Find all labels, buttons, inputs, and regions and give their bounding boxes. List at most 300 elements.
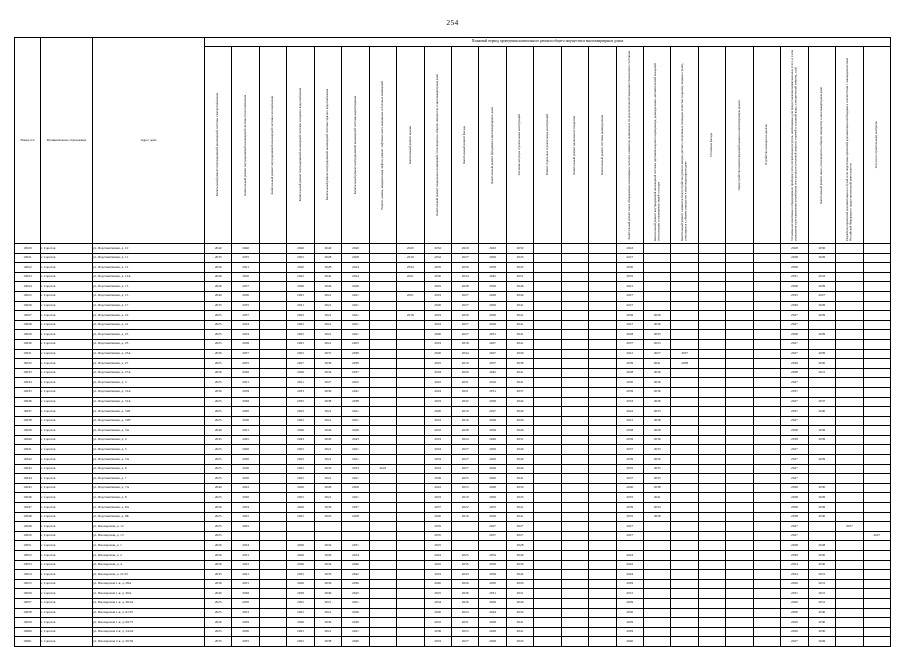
row-address: ул. Пионерская 1-я, д. 69/75 — [93, 618, 205, 628]
row-year-cell — [589, 637, 616, 647]
row-year-cell: 2034 — [781, 560, 808, 570]
row-year-cell — [259, 311, 286, 321]
row-year-cell — [836, 637, 863, 647]
row-year-cell: 2025 — [287, 608, 314, 618]
row-year-cell — [369, 253, 396, 263]
row-year-cell: 2021 — [314, 493, 341, 503]
row-year-cell: 2041 — [506, 368, 533, 378]
row-municipality: г. Саратов — [41, 512, 93, 522]
row-year-cell: 2021 — [314, 627, 341, 637]
row-year-cell — [561, 512, 588, 522]
row-municipality: г. Саратов — [41, 349, 93, 359]
row-year-cell: 2034 — [397, 263, 424, 273]
row-year-cell: 2044 — [616, 570, 643, 580]
row-year-cell — [726, 320, 753, 330]
row-year-cell: 2036 — [314, 579, 341, 589]
row-address: ул. Перспективная, д. 17 — [93, 301, 205, 311]
row-year-cell: 2026 — [205, 551, 232, 561]
row-year-cell: 2025 — [232, 522, 259, 532]
row-year-cell — [259, 598, 286, 608]
row-year-cell: 2043 — [616, 551, 643, 561]
row-year-cell — [369, 618, 396, 628]
row-number: 10037 — [15, 407, 41, 417]
row-number: 10025 — [15, 291, 41, 301]
row-year-cell — [561, 244, 588, 254]
header-municipality: Муниципальное образование — [41, 38, 93, 244]
row-year-cell — [259, 474, 286, 484]
row-year-cell: 2027 — [451, 455, 478, 465]
row-year-cell: 2025 — [287, 330, 314, 340]
row-year-cell — [671, 320, 698, 330]
row-year-cell — [698, 598, 725, 608]
row-year-cell — [726, 330, 753, 340]
row-year-cell: 2029 — [808, 455, 835, 465]
row-year-cell: 2027 — [506, 522, 533, 532]
row-municipality: г. Саратов — [41, 435, 93, 445]
row-year-cell: 2050 — [479, 560, 506, 570]
row-year-cell — [836, 618, 863, 628]
row-year-cell: 2035 — [205, 637, 232, 647]
row-year-cell: 2036 — [232, 339, 259, 349]
row-year-cell: 2030 — [644, 455, 671, 465]
table-row — [15, 244, 891, 254]
row-year-cell: 2027 — [479, 339, 506, 349]
row-year-cell: 2029 — [808, 282, 835, 292]
row-year-cell: 2035 — [232, 359, 259, 369]
row-year-cell: 2028 — [781, 244, 808, 254]
row-year-cell — [698, 627, 725, 637]
row-year-cell — [397, 531, 424, 541]
row-year-cell: 2029 — [479, 637, 506, 647]
row-year-cell: 2040 — [506, 445, 533, 455]
row-year-cell: 2022 — [342, 378, 369, 388]
row-year-cell — [726, 627, 753, 637]
row-year-cell: 2036 — [644, 378, 671, 388]
row-year-cell: 2025 — [205, 493, 232, 503]
row-address: ул. Перспективная, д. 31В — [93, 416, 205, 426]
row-year-cell: 2039 — [808, 435, 835, 445]
row-year-cell: 2039 — [314, 387, 341, 397]
table-row — [15, 493, 891, 503]
row-year-cell: 2021 — [314, 320, 341, 330]
row-year-cell — [863, 426, 891, 436]
row-year-cell: 2031 — [808, 570, 835, 580]
row-year-cell — [259, 272, 286, 282]
row-address: ул. Перспективная, д. 5А — [93, 455, 205, 465]
row-year-cell — [671, 551, 698, 561]
row-year-cell: 2019 — [451, 512, 478, 522]
row-year-cell: 2026 — [451, 263, 478, 273]
row-year-cell: 2031 — [479, 387, 506, 397]
row-year-cell: 2025 — [287, 627, 314, 637]
row-year-cell — [753, 339, 780, 349]
row-year-cell: 2026 — [287, 551, 314, 561]
row-year-cell: 2030 — [808, 627, 835, 637]
row-year-cell: 2021 — [342, 291, 369, 301]
row-year-cell: 2036 — [644, 397, 671, 407]
row-year-cell: 2031 — [808, 368, 835, 378]
row-year-cell: 2025 — [287, 253, 314, 263]
row-year-cell: 2030 — [808, 608, 835, 618]
row-year-cell — [753, 253, 780, 263]
row-year-cell: 2037 — [506, 387, 533, 397]
row-year-cell: 2025 — [287, 637, 314, 647]
row-year-cell — [726, 522, 753, 532]
row-year-cell — [369, 339, 396, 349]
row-year-cell: 2027 — [451, 320, 478, 330]
row-year-cell — [259, 493, 286, 503]
row-year-cell — [561, 378, 588, 388]
row-year-cell — [863, 579, 891, 589]
row-year-cell: 2036 — [644, 368, 671, 378]
row-year-cell — [534, 320, 561, 330]
row-municipality: г. Саратов — [41, 397, 93, 407]
row-year-cell: 2030 — [808, 244, 835, 254]
row-municipality: г. Саратов — [41, 320, 93, 330]
row-year-cell: 2039 — [232, 387, 259, 397]
row-year-cell: 2028 — [479, 618, 506, 628]
row-year-cell: 2026 — [205, 282, 232, 292]
table-row — [15, 483, 891, 493]
row-year-cell: 2034 — [424, 445, 451, 455]
row-year-cell: 2028 — [342, 512, 369, 522]
row-year-cell — [753, 311, 780, 321]
row-year-cell: 2028 — [781, 330, 808, 340]
row-year-cell — [561, 407, 588, 417]
row-year-cell: 2030 — [232, 598, 259, 608]
row-year-cell: 2021 — [342, 416, 369, 426]
row-year-cell: 2039 — [506, 560, 533, 570]
header-work-0 — [205, 47, 232, 244]
row-municipality: г. Саратов — [41, 244, 93, 254]
row-year-cell: 2029 — [479, 598, 506, 608]
row-year-cell — [397, 320, 424, 330]
row-address: ул. Перспективная, д. 12А — [93, 272, 205, 282]
header-work-label-2: Капитальный ремонт внутридомовой инженерной системы газоснабжения — [270, 95, 275, 195]
row-year-cell: 2029 — [479, 455, 506, 465]
row-year-cell — [589, 579, 616, 589]
row-year-cell — [836, 598, 863, 608]
row-year-cell: 2043 — [506, 637, 533, 647]
row-year-cell: 2037 — [616, 339, 643, 349]
row-year-cell — [451, 522, 478, 532]
row-year-cell — [534, 387, 561, 397]
row-municipality: г. Саратов — [41, 474, 93, 484]
row-year-cell: 2031 — [506, 589, 533, 599]
row-year-cell — [726, 464, 753, 474]
row-year-cell — [863, 407, 891, 417]
row-year-cell — [698, 330, 725, 340]
header-work-label-11: Усиление несущих строительных конструкций — [517, 114, 522, 176]
row-year-cell — [561, 531, 588, 541]
table-row — [15, 368, 891, 378]
row-year-cell — [534, 282, 561, 292]
row-year-cell — [863, 637, 891, 647]
row-address: ул. Перспективная, д. 13 — [93, 282, 205, 292]
row-year-cell: 2031 — [232, 579, 259, 589]
row-year-cell: 2040 — [616, 637, 643, 647]
row-year-cell — [753, 301, 780, 311]
row-year-cell — [753, 349, 780, 359]
row-year-cell — [561, 339, 588, 349]
row-year-cell: 2028 — [479, 483, 506, 493]
row-year-cell — [534, 570, 561, 580]
row-year-cell: 2025 — [287, 416, 314, 426]
row-year-cell — [589, 339, 616, 349]
row-year-cell — [589, 378, 616, 388]
row-year-cell — [836, 387, 863, 397]
row-year-cell: 2026 — [287, 579, 314, 589]
row-year-cell: 2025 — [287, 464, 314, 474]
row-year-cell: 2037 — [479, 531, 506, 541]
row-year-cell: 2051 — [506, 272, 533, 282]
row-year-cell: 2036 — [342, 579, 369, 589]
row-year-cell: 2029 — [479, 445, 506, 455]
row-year-cell: 2035 — [287, 570, 314, 580]
table-row — [15, 291, 891, 301]
row-year-cell: 2036 — [451, 589, 478, 599]
row-year-cell — [863, 541, 891, 551]
row-year-cell: 2030 — [232, 627, 259, 637]
row-municipality: г. Саратов — [41, 407, 93, 417]
row-year-cell: 2018 — [397, 311, 424, 321]
row-year-cell: 2020 — [397, 244, 424, 254]
row-year-cell: 2021 — [287, 301, 314, 311]
row-year-cell: 2035 — [479, 503, 506, 513]
row-year-cell — [397, 378, 424, 388]
row-year-cell — [698, 291, 725, 301]
row-year-cell: 2025 — [205, 522, 232, 532]
row-year-cell — [863, 339, 891, 349]
row-year-cell — [726, 637, 753, 647]
row-address: ул. Пионерская, д. 2 — [93, 551, 205, 561]
row-year-cell — [671, 301, 698, 311]
row-year-cell: 2026 — [451, 598, 478, 608]
header-work-23 — [836, 47, 863, 244]
row-year-cell — [397, 493, 424, 503]
row-year-cell — [671, 579, 698, 589]
row-year-cell: 2039 — [205, 387, 232, 397]
row-year-cell — [589, 474, 616, 484]
row-year-cell: 2035 — [781, 291, 808, 301]
row-year-cell — [698, 416, 725, 426]
row-year-cell — [836, 512, 863, 522]
row-year-cell — [753, 445, 780, 455]
row-year-cell — [561, 291, 588, 301]
row-year-cell — [534, 330, 561, 340]
row-year-cell — [863, 618, 891, 628]
row-year-cell — [671, 627, 698, 637]
row-year-cell: 2026 — [287, 426, 314, 436]
row-year-cell — [534, 589, 561, 599]
row-year-cell: 2039 — [616, 503, 643, 513]
row-year-cell: 2040 — [232, 244, 259, 254]
row-year-cell — [534, 263, 561, 273]
header-work-label-13: Капитальный ремонт кровельного покрытия — [572, 115, 577, 175]
row-year-cell: 2036 — [205, 579, 232, 589]
row-year-cell — [698, 618, 725, 628]
row-year-cell — [369, 426, 396, 436]
row-year-cell: 2034 — [644, 503, 671, 513]
row-year-cell: 2020 — [424, 349, 451, 359]
row-address: ул. Перспективная, д. 3А — [93, 426, 205, 436]
row-year-cell — [671, 445, 698, 455]
row-year-cell: 2039 — [479, 426, 506, 436]
row-year-cell — [836, 445, 863, 455]
row-year-cell — [369, 272, 396, 282]
row-year-cell — [589, 512, 616, 522]
row-year-cell — [753, 455, 780, 465]
row-year-cell: 2041 — [644, 493, 671, 503]
row-year-cell — [589, 368, 616, 378]
row-year-cell: 2039 — [616, 455, 643, 465]
row-year-cell — [589, 598, 616, 608]
row-number: 10026 — [15, 301, 41, 311]
row-year-cell: 2034 — [424, 455, 451, 465]
row-year-cell — [644, 291, 671, 301]
row-year-cell: 2026 — [342, 426, 369, 436]
row-year-cell: 2035 — [205, 301, 232, 311]
row-year-cell: 2039 — [314, 589, 341, 599]
row-year-cell — [726, 407, 753, 417]
row-year-cell: 2033 — [644, 407, 671, 417]
row-year-cell — [726, 397, 753, 407]
row-year-cell — [863, 608, 891, 618]
row-year-cell: 2025 — [205, 598, 232, 608]
row-year-cell: 2038 — [314, 397, 341, 407]
row-year-cell — [836, 282, 863, 292]
row-year-cell: 2028 — [781, 282, 808, 292]
row-year-cell — [644, 598, 671, 608]
row-year-cell — [287, 522, 314, 532]
table-row — [15, 426, 891, 436]
row-municipality: г. Саратов — [41, 263, 93, 273]
row-year-cell: 2034 — [314, 503, 341, 513]
row-year-cell — [698, 445, 725, 455]
header-address: Адрес дома — [93, 38, 205, 244]
row-address: ул. Перспективная, д. 7 — [93, 474, 205, 484]
row-year-cell: 2028 — [781, 368, 808, 378]
row-year-cell — [753, 589, 780, 599]
table-row — [15, 378, 891, 388]
row-year-cell — [534, 627, 561, 637]
row-address: ул. Перспективная, д. 12 — [93, 263, 205, 273]
row-year-cell — [369, 589, 396, 599]
row-year-cell — [863, 512, 891, 522]
row-municipality: г. Саратов — [41, 291, 93, 301]
row-year-cell: 2027 — [781, 637, 808, 647]
row-year-cell — [589, 349, 616, 359]
row-year-cell — [698, 339, 725, 349]
row-year-cell — [836, 627, 863, 637]
row-year-cell: 2026 — [314, 426, 341, 436]
row-year-cell — [561, 551, 588, 561]
row-address: ул. Перспективная, д. 31А — [93, 397, 205, 407]
row-year-cell — [534, 637, 561, 647]
row-number: 10038 — [15, 416, 41, 426]
row-year-cell — [753, 560, 780, 570]
row-year-cell — [534, 541, 561, 551]
row-year-cell — [561, 263, 588, 273]
row-year-cell — [836, 349, 863, 359]
row-year-cell — [561, 618, 588, 628]
row-municipality: г. Саратов — [41, 359, 93, 369]
row-year-cell — [863, 522, 891, 532]
row-year-cell — [836, 407, 863, 417]
row-year-cell — [589, 541, 616, 551]
row-municipality: г. Саратов — [41, 272, 93, 282]
row-year-cell — [232, 531, 259, 541]
row-year-cell: 2035 — [232, 301, 259, 311]
row-year-cell: 2021 — [314, 416, 341, 426]
row-year-cell: 2032 — [424, 244, 451, 254]
row-year-cell: 2034 — [781, 570, 808, 580]
table-row — [15, 253, 891, 263]
row-address: ул. Перспективная, д. 27 — [93, 359, 205, 369]
row-year-cell — [589, 359, 616, 369]
row-year-cell: 2026 — [287, 618, 314, 628]
row-year-cell — [726, 339, 753, 349]
row-year-cell — [342, 531, 369, 541]
row-year-cell: 2029 — [506, 579, 533, 589]
row-year-cell: 2034 — [232, 330, 259, 340]
row-year-cell: 2029 — [616, 579, 643, 589]
row-year-cell — [644, 589, 671, 599]
row-year-cell: 2019 — [424, 397, 451, 407]
row-year-cell — [644, 282, 671, 292]
row-year-cell — [369, 445, 396, 455]
row-year-cell: 2028 — [506, 541, 533, 551]
row-year-cell — [644, 531, 671, 541]
row-year-cell: 2027 — [451, 253, 478, 263]
row-municipality: г. Саратов — [41, 560, 93, 570]
row-address: ул. Перспективная, д. 10 — [93, 244, 205, 254]
row-year-cell: 2025 — [644, 339, 671, 349]
row-year-cell: 2033 — [616, 397, 643, 407]
header-work-label-3: Капитальный ремонт внутридомовой инженерной системы холодного водоснабжения — [297, 88, 302, 202]
row-year-cell: 2027 — [479, 522, 506, 532]
row-year-cell — [753, 244, 780, 254]
row-year-cell: 2041 — [506, 311, 533, 321]
row-year-cell: 2028 — [781, 426, 808, 436]
row-year-cell: 2027 — [781, 531, 808, 541]
row-address: ул. Пионерская, д. 13 — [93, 531, 205, 541]
row-year-cell: 2025 — [205, 474, 232, 484]
row-year-cell — [726, 455, 753, 465]
row-year-cell: 2031 — [232, 551, 259, 561]
row-year-cell — [644, 253, 671, 263]
row-year-cell: 2022 — [451, 503, 478, 513]
row-year-cell: 2041 — [506, 618, 533, 628]
row-year-cell — [644, 608, 671, 618]
row-year-cell: 2025 — [205, 608, 232, 618]
row-year-cell: 2037 — [424, 503, 451, 513]
table-row — [15, 608, 891, 618]
header-work-4 — [314, 47, 341, 244]
row-year-cell — [836, 493, 863, 503]
row-year-cell: 2034 — [232, 320, 259, 330]
row-year-cell — [397, 474, 424, 484]
row-year-cell — [259, 455, 286, 465]
row-year-cell — [534, 464, 561, 474]
row-year-cell: 2041 — [506, 301, 533, 311]
row-year-cell — [863, 387, 891, 397]
row-year-cell — [808, 378, 835, 388]
row-year-cell — [726, 531, 753, 541]
header-work-10 — [479, 47, 506, 244]
row-year-cell: 2041 — [506, 474, 533, 484]
row-year-cell — [534, 445, 561, 455]
